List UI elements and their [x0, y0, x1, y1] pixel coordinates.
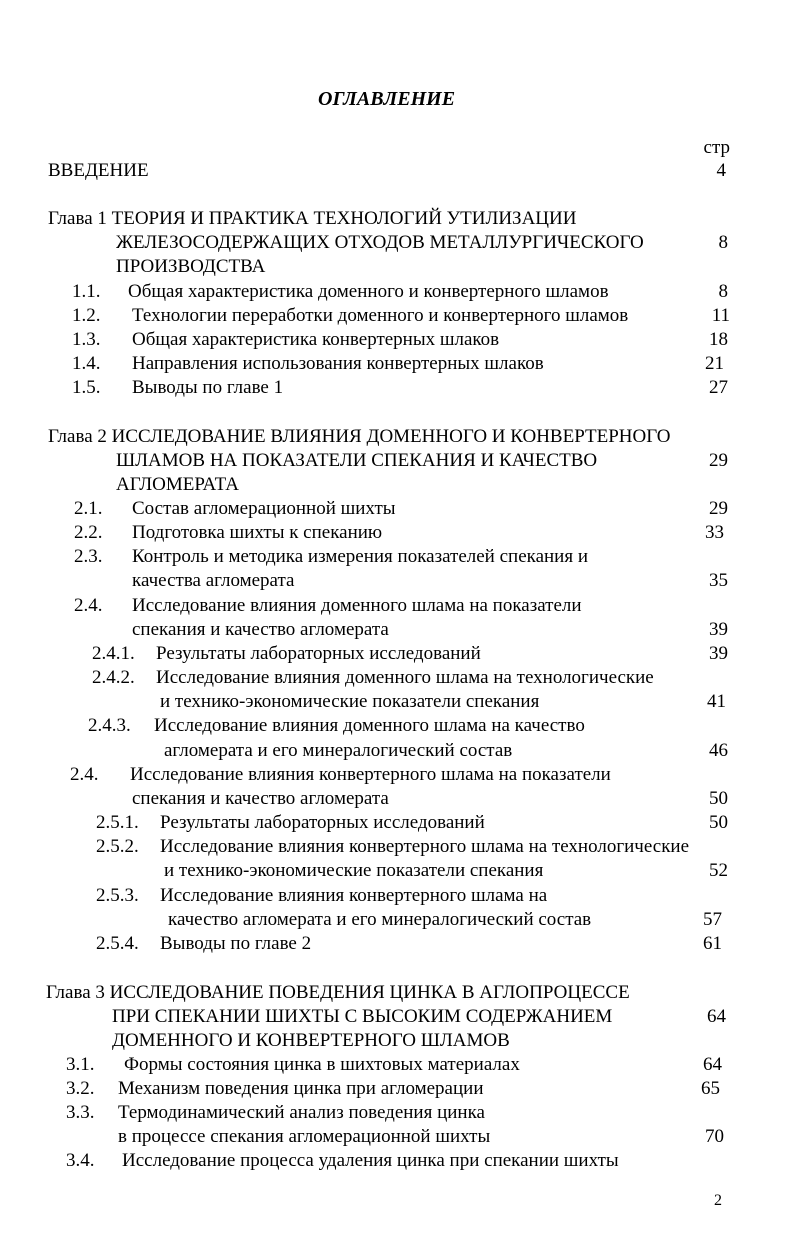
toc-item-page: 52: [709, 860, 728, 881]
toc-item-text: Механизм поведения цинка при агломерации: [118, 1078, 484, 1099]
toc-item-text-cont: и технико-экономические показатели спекания: [164, 860, 544, 881]
toc-chapter-2-page: 29: [709, 450, 728, 471]
toc-item-text: Общая характеристика доменного и конвертерного шламов: [128, 281, 609, 302]
toc-item-page: 64: [703, 1054, 722, 1075]
page-number: 2: [714, 1192, 722, 1209]
toc-item-text: Направления использования конвертерных шлаков: [132, 353, 544, 374]
toc-item-page: 70: [705, 1126, 724, 1147]
toc-item-number: 1.1.: [72, 281, 101, 302]
toc-intro-page: 4: [716, 160, 726, 181]
toc-item-page: 61: [703, 933, 722, 954]
toc-item-text-cont: спекания и качество агломерата: [132, 619, 389, 640]
toc-item-number: 3.1.: [66, 1054, 95, 1075]
toc-item-number: 1.3.: [72, 329, 101, 350]
toc-item-number: 2.4.1.: [92, 643, 135, 664]
toc-item-page: 41: [707, 691, 726, 712]
toc-item-page: 8: [718, 281, 728, 302]
toc-item-number: 2.1.: [74, 498, 103, 519]
toc-item-text: Исследование влияния конвертерного шлама на показатели: [130, 764, 611, 785]
toc-item-text: Исследование влияния конвертерного шлама на: [160, 885, 548, 906]
toc-item-page: 50: [709, 788, 728, 809]
toc-item-page: 18: [709, 329, 728, 350]
toc-chapter-1-title: Глава 1 ТЕОРИЯ И ПРАКТИКА ТЕХНОЛОГИЙ УТИЛИЗАЦИИ: [48, 208, 577, 229]
toc-item-text: Подготовка шихты к спеканию: [132, 522, 383, 543]
toc-item-number: 1.2.: [72, 305, 101, 326]
toc-item-page: 65: [701, 1078, 720, 1099]
toc-item-text-cont: качества агломерата: [132, 570, 295, 591]
toc-item-text-cont: спекания и качество агломерата: [132, 788, 389, 809]
toc-item-page: 27: [709, 377, 728, 398]
toc-item-page: 11: [711, 305, 730, 326]
toc-item-number: 2.4.3.: [88, 715, 131, 736]
toc-item-text: Формы состояния цинка в шихтовых материалах: [124, 1054, 520, 1075]
toc-item-text: Результаты лабораторных исследований: [156, 643, 481, 664]
toc-item-number: 3.2.: [66, 1078, 95, 1099]
toc-chapter-1-title-line2: ЖЕЛЕЗОСОДЕРЖАЩИХ ОТХОДОВ МЕТАЛЛУРГИЧЕСКОГО: [116, 232, 644, 253]
toc-item-page: 57: [703, 909, 722, 930]
toc-item-text-cont: и технико-экономические показатели спекания: [160, 691, 540, 712]
toc-item-number: 2.3.: [74, 546, 103, 567]
toc-item-text: Исследование влияния конвертерного шлама на технологические: [160, 836, 690, 857]
toc-item-text-cont: качество агломерата и его минералогический состав: [168, 909, 592, 930]
toc-item-number: 2.5.4.: [96, 933, 139, 954]
toc-intro: ВВЕДЕНИЕ: [48, 160, 149, 181]
toc-chapter-3-title-line2: ПРИ СПЕКАНИИ ШИХТЫ С ВЫСОКИМ СОДЕРЖАНИЕМ: [112, 1006, 613, 1027]
toc-item-page: 39: [709, 619, 728, 640]
toc-item-text: Результаты лабораторных исследований: [160, 812, 485, 833]
toc-item-page: 35: [709, 570, 728, 591]
toc-item-number: 2.5.1.: [96, 812, 139, 833]
toc-item-text: Термодинамический анализ поведения цинка: [118, 1102, 485, 1123]
toc-item-number: 1.5.: [72, 377, 101, 398]
toc-item-number: 2.2.: [74, 522, 103, 543]
toc-item-number: 3.4.: [66, 1150, 95, 1171]
toc-item-number: 3.3.: [66, 1102, 95, 1123]
toc-item-text: Общая характеристика конвертерных шлаков: [132, 329, 500, 350]
toc-item-page: 21: [705, 353, 724, 374]
page-title: ОГЛАВЛЕНИЕ: [318, 88, 456, 110]
toc-item-text: Исследование влияния доменного шлама на качество: [154, 715, 585, 736]
toc-item-text-cont: в процессе спекания агломерационной шихты: [118, 1126, 491, 1147]
toc-item-text: Технологии переработки доменного и конвертерного шламов: [132, 305, 629, 326]
toc-item-text: Контроль и методика измерения показателей спекания и: [132, 546, 588, 567]
toc-item-text: Исследование влияния доменного шлама на технологические: [156, 667, 654, 688]
toc-item-page: 29: [709, 498, 728, 519]
toc-item-number: 2.5.3.: [96, 885, 139, 906]
toc-item-text: Состав агломерационной шихты: [132, 498, 396, 519]
toc-chapter-2-title-line2: ШЛАМОВ НА ПОКАЗАТЕЛИ СПЕКАНИЯ И КАЧЕСТВО: [116, 450, 598, 471]
toc-item-number: 2.4.2.: [92, 667, 135, 688]
toc-item-text-cont: агломерата и его минералогический состав: [164, 740, 513, 761]
page-column-header: стр: [703, 137, 730, 158]
toc-item-text: Исследование процесса удаления цинка при спекании шихты: [122, 1150, 619, 1171]
toc-item-number: 2.5.2.: [96, 836, 139, 857]
toc-chapter-2-title-line3: АГЛОМЕРАТА: [116, 474, 239, 495]
toc-item-number: 2.4.: [74, 595, 103, 616]
toc-chapter-3-page: 64: [707, 1006, 726, 1027]
toc-item-page: 39: [709, 643, 728, 664]
toc-item-page: 33: [705, 522, 724, 543]
toc-chapter-2-title: Глава 2 ИССЛЕДОВАНИЕ ВЛИЯНИЯ ДОМЕННОГО И КОНВЕРТЕРНОГО: [48, 426, 671, 447]
toc-chapter-3-title-line3: ДОМЕННОГО И КОНВЕРТЕРНОГО ШЛАМОВ: [112, 1030, 510, 1051]
toc-item-page: 50: [709, 812, 728, 833]
toc-item-number: 1.4.: [72, 353, 101, 374]
toc-item-text: Выводы по главе 2: [160, 933, 312, 954]
toc-chapter-1-title-line3: ПРОИЗВОДСТВА: [116, 256, 266, 277]
toc-chapter-3-title: Глава 3 ИССЛЕДОВАНИЕ ПОВЕДЕНИЯ ЦИНКА В АГЛОПРОЦЕССЕ: [46, 982, 630, 1003]
toc-item-text: Выводы по главе 1: [132, 377, 284, 398]
toc-item-number: 2.4.: [70, 764, 99, 785]
toc-item-text: Исследование влияния доменного шлама на показатели: [132, 595, 582, 616]
toc-item-page: 46: [709, 740, 728, 761]
toc-chapter-1-page: 8: [718, 232, 728, 253]
